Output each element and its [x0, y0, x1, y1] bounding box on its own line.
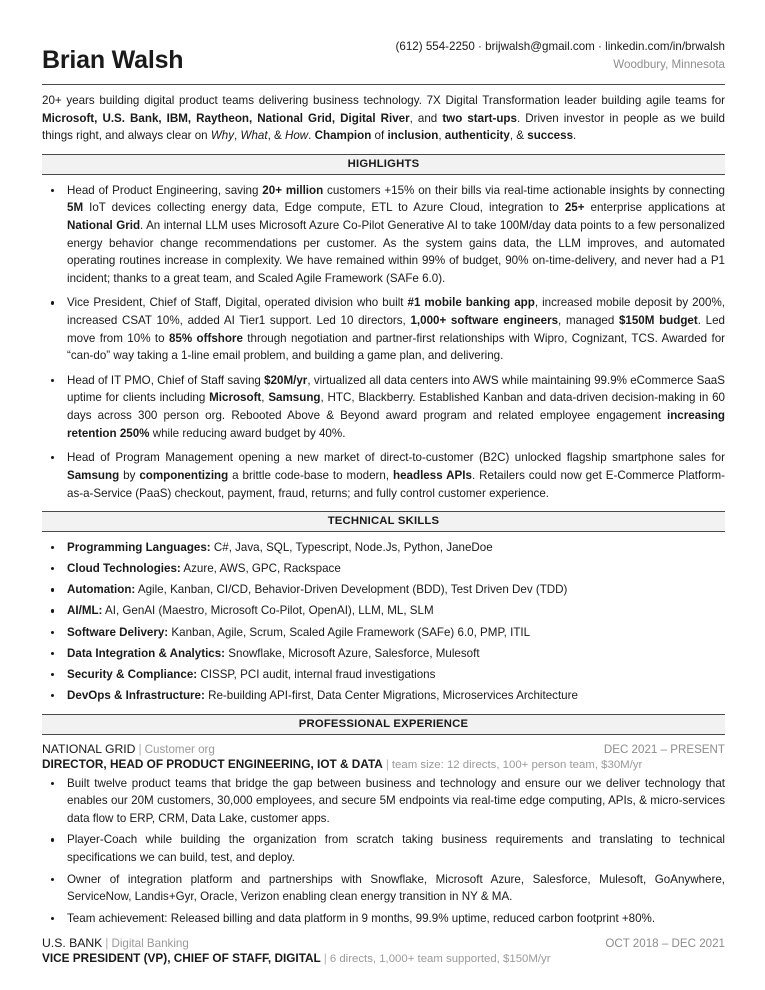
contact-line[interactable]: (612) 554-2250 · brijwalsh@gmail.com · linkedin.com/in/brwalsh: [395, 40, 725, 53]
professional-experience-section: [42, 714, 725, 966]
list-item: Player-Coach while building the organization from scratch taking business requirements and translating to technical specifications we can build, test, and deploy.: [42, 831, 725, 866]
resume-header: [42, 38, 725, 77]
experience-entry: [42, 742, 725, 928]
list-item: Head of Product Engineering, saving 20+ million customers +15% on their bills via real-time actionable insights by connecting 5M IoT devices collecting energy data, Edge compute, ETL to Azure Cloud, integration to 25+ enterprise applications at National Grid. An internal LLM uses Microsoft Azure Co-Pilot Generative AI to take 100M/day data points to a few personalized energy behavior change recommendations per customer. As the system gains data, the LLM improves, and automated operating routines increase in complexity. We have remained within 99% of budget, 90% on-time-delivery, and never had a P1 incident; thanks to a great team, and Scaled Agile Framework (SAFe 6.0).: [42, 182, 725, 288]
technical-skills-list: [42, 539, 725, 704]
list-item: Vice President, Chief of Staff, Digital, operated division who built #1 mobile banking app, increased mobile deposit by 200%, increased CSAT 10%, added AI Tier1 support. Led 10 directors, 1,000+ software engineers, managed $150M budget. Led move from 10% to 85% offshore through negotiation and partner-first relationships with Wipro, Cognizant, TCS. Awarded for “can-do” way taking a 1-line email problem, and building a game plan, and delivering.: [42, 294, 725, 364]
section-header-technical-skills: TECHNICAL SKILLS: [42, 511, 725, 532]
highlights-list: [42, 182, 725, 502]
list-item: Data Integration & Analytics: Snowflake, Microsoft Azure, Salesforce, Mulesoft: [42, 645, 725, 663]
experience-entry: [42, 936, 725, 965]
list-item: Head of Program Management opening a new market of direct-to-customer (B2C) unlocked flagship smartphone sales for Samsung by componentizing a brittle code-base to modern, headless APIs. Retailers could now get E-Commerce Platform-as-a-Service (PaaS) checkout, payment, fraud, returns; and fully control customer experience.: [42, 449, 725, 502]
list-item: Automation: Agile, Kanban, CI/CD, Behavior-Driven Development (BDD), Test Driven Dev (TDD): [42, 581, 725, 599]
employment-dates: OCT 2018 – DEC 2021: [605, 937, 725, 951]
list-item: Software Delivery: Kanban, Agile, Scrum, Scaled Agile Framework (SAFe) 6.0, PMP, ITIL: [42, 624, 725, 642]
experience-list: [42, 742, 725, 966]
section-header-professional-experience: PROFESSIONAL EXPERIENCE: [42, 714, 725, 735]
technical-skills-section: [42, 511, 725, 704]
header-divider: [42, 84, 725, 85]
list-item: Cloud Technologies: Azure, AWS, GPC, Rackspace: [42, 560, 725, 578]
experience-header-row: [42, 742, 725, 756]
list-item: Programming Languages: C#, Java, SQL, Typescript, Node.Js, Python, JaneDoe: [42, 539, 725, 557]
list-item: Team achievement: Released billing and data platform in 9 months, 99.9% uptime, reduced carbon footprint +80%.: [42, 910, 725, 928]
highlights-section: [42, 154, 725, 502]
summary-paragraph: 20+ years building digital product teams delivering business technology. 7X Digital Transformation leader building agile teams for Microsoft, U.S. Bank, IBM, Raytheon, National Grid, Digital River, and two start-ups. Driven investor in people as we build things right, and always clear on Why, What, & How. Champion of inclusion, authenticity, & success.: [42, 93, 725, 143]
company-name: U.S. BANK | Digital Banking: [42, 936, 189, 951]
company-name: NATIONAL GRID | Customer org: [42, 741, 215, 756]
list-item: Head of IT PMO, Chief of Staff saving $20M/yr, virtualized all data centers into AWS while maintaining 99.9% eCommerce SaaS uptime for clients including Microsoft, Samsung, HTC, Blackberry. Established Kanban and data-driven decision-making in 60 days across 300 person org. Rebooted Above & Beyond award program and related employee engagement increasing retention 250% while reducing award budget by 40%.: [42, 372, 725, 442]
employment-dates: DEC 2021 – PRESENT: [603, 742, 725, 756]
section-header-highlights: HIGHLIGHTS: [42, 154, 725, 175]
list-item: Security & Compliance: CISSP, PCI audit, internal fraud investigations: [42, 666, 725, 684]
list-item: Owner of integration platform and partnerships with Snowflake, Microsoft Azure, Salesforce, Mulesoft, GoAnywhere, ServiceNow, Landis+Gyr, Oracle, Verizon enabling clean energy transition in NY & MA.: [42, 871, 725, 906]
experience-bullets: [42, 775, 725, 928]
contact-block: [396, 38, 725, 77]
list-item: Built twelve product teams that bridge the gap between business and technology and ensure our we deliver technology that enables our 20M customers, 30,000 employees, and secure 5M endpoints via real-time edge computing, APIs, & micro-services data flow to ERP, CRM, Data Lake, customer apps.: [42, 775, 725, 828]
candidate-name: Brian Walsh: [42, 46, 184, 75]
experience-header-row: [42, 936, 725, 950]
location-line: Woodbury, Minnesota: [613, 57, 725, 71]
list-item: DevOps & Infrastructure: Re-building API-first, Data Center Migrations, Microservices Architecture: [42, 687, 725, 705]
job-title: DIRECTOR, HEAD OF PRODUCT ENGINEERING, IOT & DATA | team size: 12 directs, 100+ person team, $30M/yr: [42, 756, 643, 771]
job-title: VICE PRESIDENT (VP), CHIEF OF STAFF, DIGITAL | 6 directs, 1,000+ team supported, $150M/yr: [42, 951, 551, 966]
list-item: AI/ML: AI, GenAI (Maestro, Microsoft Co-Pilot, OpenAI), LLM, ML, SLM: [42, 602, 725, 620]
